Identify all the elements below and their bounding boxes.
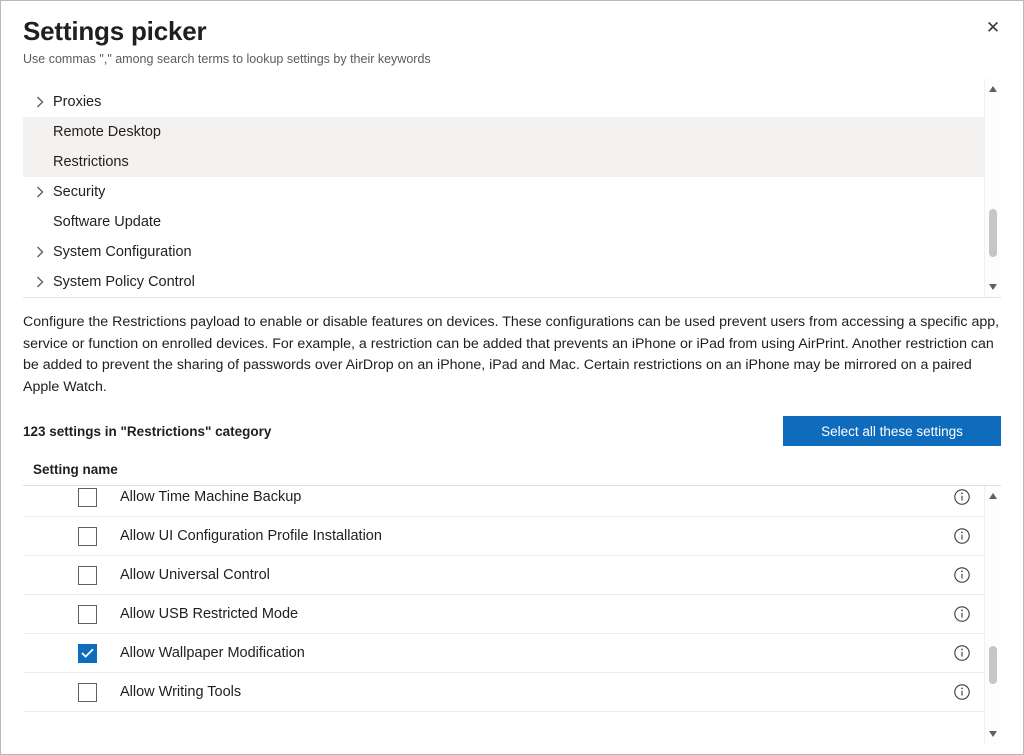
tree-item-label: Security xyxy=(53,184,106,200)
setting-row[interactable] xyxy=(23,634,985,673)
tree-item-system-policy-control[interactable] xyxy=(23,267,985,297)
select-all-settings-button[interactable]: Select all these settings xyxy=(783,416,1001,446)
settings-list xyxy=(23,486,1001,744)
setting-name-label: Allow Universal Control xyxy=(120,567,270,583)
tree-item-user-experience[interactable] xyxy=(23,297,985,298)
close-button[interactable] xyxy=(977,11,1009,43)
results-summary-row xyxy=(23,416,1001,446)
tree-item-label: Restrictions xyxy=(53,154,129,170)
settings-count-label: 123 settings in "Restrictions" category xyxy=(23,423,272,439)
category-tree xyxy=(23,79,1001,298)
scroll-up-arrow-icon[interactable] xyxy=(985,81,1001,97)
setting-name-label: Allow UI Configuration Profile Installation xyxy=(120,528,382,544)
close-icon: ✕ xyxy=(985,17,1001,37)
info-icon[interactable] xyxy=(953,683,971,701)
setting-row[interactable] xyxy=(23,517,985,556)
dialog-subtitle: Use commas "," among search terms to lookup settings by their keywords xyxy=(23,52,431,66)
scroll-up-arrow-icon[interactable] xyxy=(985,488,1001,504)
setting-name-label: Allow Wallpaper Modification xyxy=(120,645,305,661)
scroll-down-arrow-icon[interactable] xyxy=(985,726,1001,742)
setting-row[interactable] xyxy=(23,556,985,595)
tree-item-label: Software Update xyxy=(53,214,162,230)
info-icon[interactable] xyxy=(953,488,971,506)
settings-list-scrollbar[interactable] xyxy=(984,486,1001,744)
setting-name-column-header: Setting name xyxy=(23,462,1001,486)
category-tree-scrollbar[interactable] xyxy=(984,79,1001,297)
scroll-down-arrow-icon[interactable] xyxy=(985,279,1001,295)
tree-item-software-update[interactable] xyxy=(23,207,985,237)
tree-item-label: System Configuration xyxy=(53,244,192,260)
setting-checkbox[interactable] xyxy=(78,605,97,624)
setting-checkbox[interactable] xyxy=(78,527,97,546)
setting-checkbox[interactable] xyxy=(78,644,97,663)
category-description: Configure the Restrictions payload to enable or disable features on devices. These configurations can be used prevent users from accessing a specific app, service or function on enrolled devices. For example, a restriction can be added that prevents an iPhone or iPad from using AirPrint. Another restriction can be added to prevent the sharing of passwords over AirDrop on an iPhone, iPad and Mac. Certain restrictions on an iPhone may be mirrored on a paired Apple Watch. xyxy=(23,314,1000,395)
setting-checkbox[interactable] xyxy=(78,566,97,585)
tree-item-label xyxy=(51,79,171,80)
info-icon[interactable] xyxy=(953,566,971,584)
tree-item-label: System Policy Control xyxy=(53,274,195,290)
info-icon[interactable] xyxy=(953,644,971,662)
page-title: Settings picker xyxy=(23,16,207,46)
info-icon[interactable] xyxy=(953,527,971,545)
tree-item-security[interactable] xyxy=(23,177,985,207)
chevron-right-icon xyxy=(29,276,51,288)
tree-item-system-configuration[interactable] xyxy=(23,237,985,267)
category-tree-scroll-thumb[interactable] xyxy=(989,209,997,257)
setting-row[interactable] xyxy=(23,595,985,634)
info-icon[interactable] xyxy=(953,605,971,623)
setting-row[interactable] xyxy=(23,486,985,517)
setting-name-label: Allow Time Machine Backup xyxy=(120,489,302,505)
tree-item-partial-top[interactable] xyxy=(23,79,985,87)
settings-list-scroll-thumb[interactable] xyxy=(989,646,997,684)
tree-item-remote-desktop[interactable] xyxy=(23,117,985,147)
tree-item-proxies[interactable] xyxy=(23,87,985,117)
chevron-right-icon xyxy=(29,246,51,258)
setting-name-label: Allow Writing Tools xyxy=(120,684,242,700)
tree-item-label: Proxies xyxy=(53,94,102,110)
dialog-header xyxy=(1,1,1023,73)
setting-checkbox[interactable] xyxy=(78,683,97,702)
tree-item-restrictions[interactable] xyxy=(23,147,985,177)
tree-item-label: Remote Desktop xyxy=(53,124,161,140)
setting-row[interactable] xyxy=(23,673,985,712)
chevron-right-icon xyxy=(29,96,51,108)
chevron-right-icon xyxy=(29,186,51,198)
setting-checkbox[interactable] xyxy=(78,488,97,507)
setting-name-label: Allow USB Restricted Mode xyxy=(120,606,299,622)
